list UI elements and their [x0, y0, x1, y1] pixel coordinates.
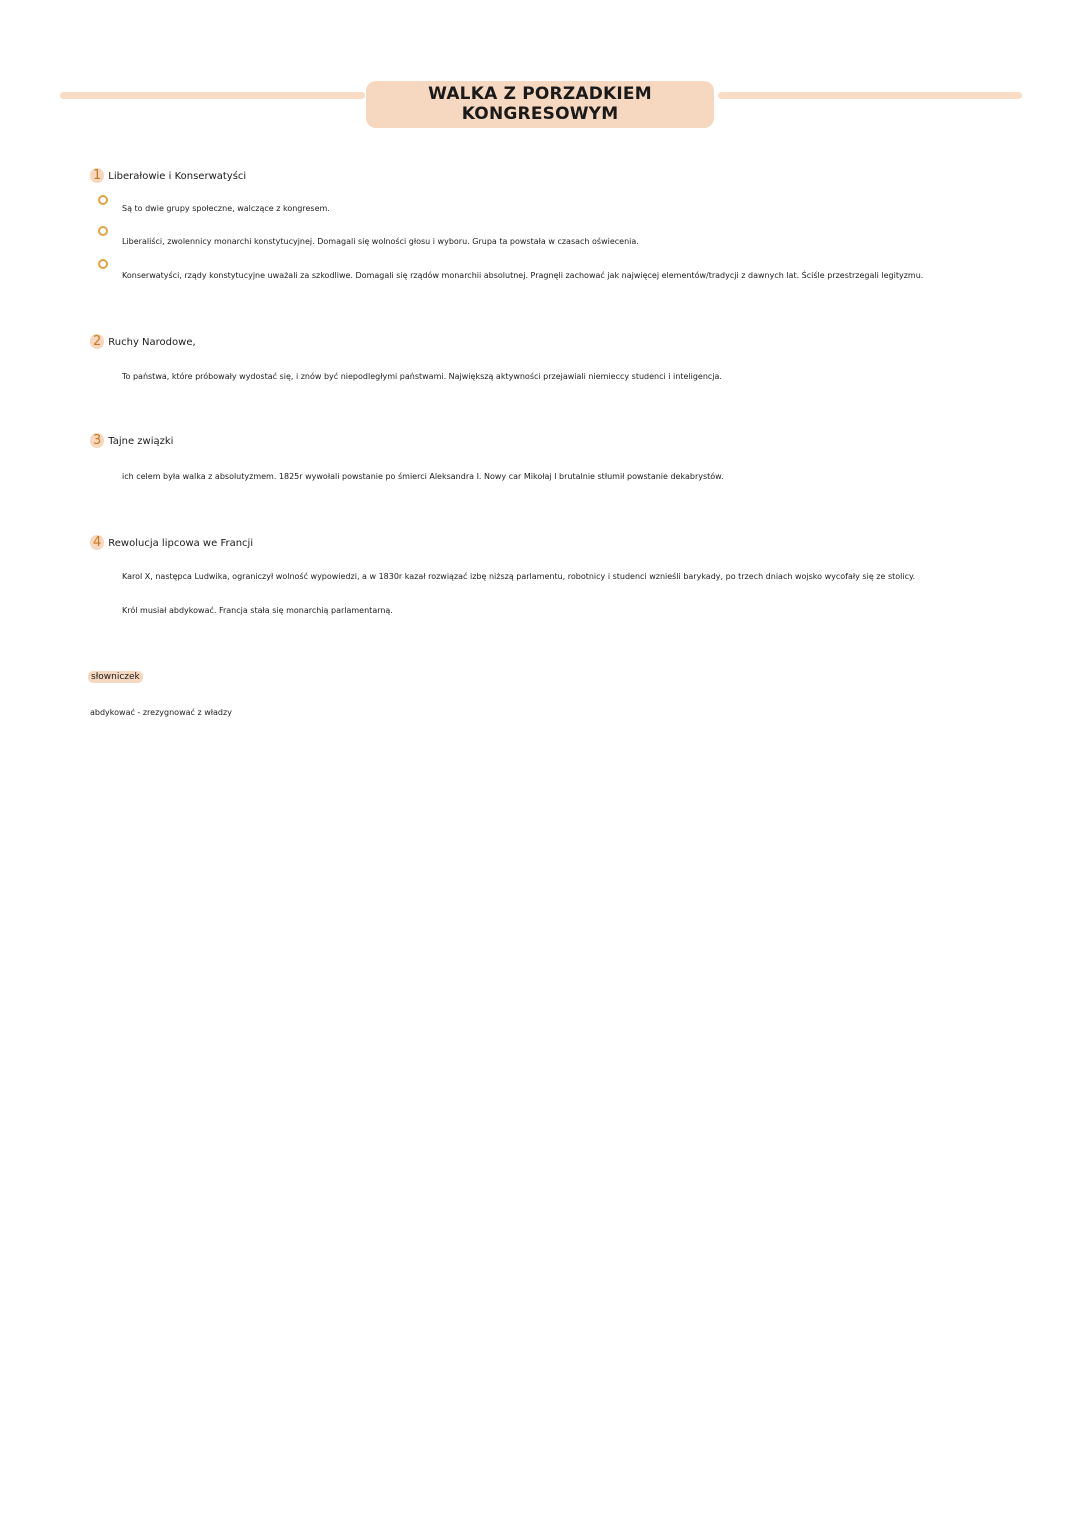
section-text: Król musiał abdykować. Francja stała się monarchią parlamentarną.	[122, 606, 393, 615]
bullet-text: Liberaliści, zwolennicy monarchi konstytucyjnej. Domagali się wolności głosu i wyboru. Grupa ta powstała w czasach oświecenia.	[122, 237, 639, 246]
title-rule-right	[718, 92, 1022, 99]
section-heading-2	[90, 334, 196, 349]
section-number: 1	[90, 168, 104, 183]
section-title: Rewolucja lipcowa we Francji	[108, 538, 254, 549]
section-text: To państwa, które próbowały wydostać się, i znów być niepodległymi państwami. Największą aktywności przejawiali niemieccy studenci i inteligencja.	[122, 372, 722, 381]
section-title: Liberałowie i Konserwatyści	[108, 171, 247, 182]
bullet-text: Konserwatyści, rządy konstytucyjne uważali za szkodliwe. Domagali się rządów monarchii absolutnej. Pragnęli zachować jak najwięcej elementów/tradycji z dawnych lat. Ściśle przestrzegali legityzmu.	[122, 271, 924, 280]
section-title: Tajne związki	[108, 436, 174, 447]
bullet-icon	[98, 226, 108, 236]
section-text: ich celem była walka z absolutyzmem. 1825r wywołali powstanie po śmierci Aleksandra I. Nowy car Mikołaj I brutalnie stłumił powstanie dekabrystów.	[122, 472, 724, 481]
glossary-heading: słowniczek	[88, 671, 143, 683]
section-number: 4	[90, 535, 104, 550]
bullet-icon	[98, 195, 108, 205]
section-text: Karol X, następca Ludwika, ograniczył wolność wypowiedzi, a w 1830r kazał rozwiązać izbę niższą parlamentu, robotnicy i studenci wznieśli barykady, po trzech dniach wojsko wycofały się ze stolicy.	[122, 572, 916, 581]
section-number: 2	[90, 334, 104, 349]
bullet-text: Są to dwie grupy społeczne, walczące z kongresem.	[122, 204, 330, 213]
glossary-entry: abdykować - zrezygnować z władzy	[90, 708, 232, 717]
section-heading-4	[90, 535, 253, 550]
section-number: 3	[90, 433, 104, 448]
section-title: Ruchy Narodowe,	[108, 337, 196, 348]
page-title: WALKA Z PORZADKIEM KONGRESOWYM	[366, 81, 714, 128]
title-rule-left	[60, 92, 365, 99]
bullet-icon	[98, 259, 108, 269]
section-heading-1	[90, 168, 246, 183]
section-heading-3	[90, 433, 173, 448]
